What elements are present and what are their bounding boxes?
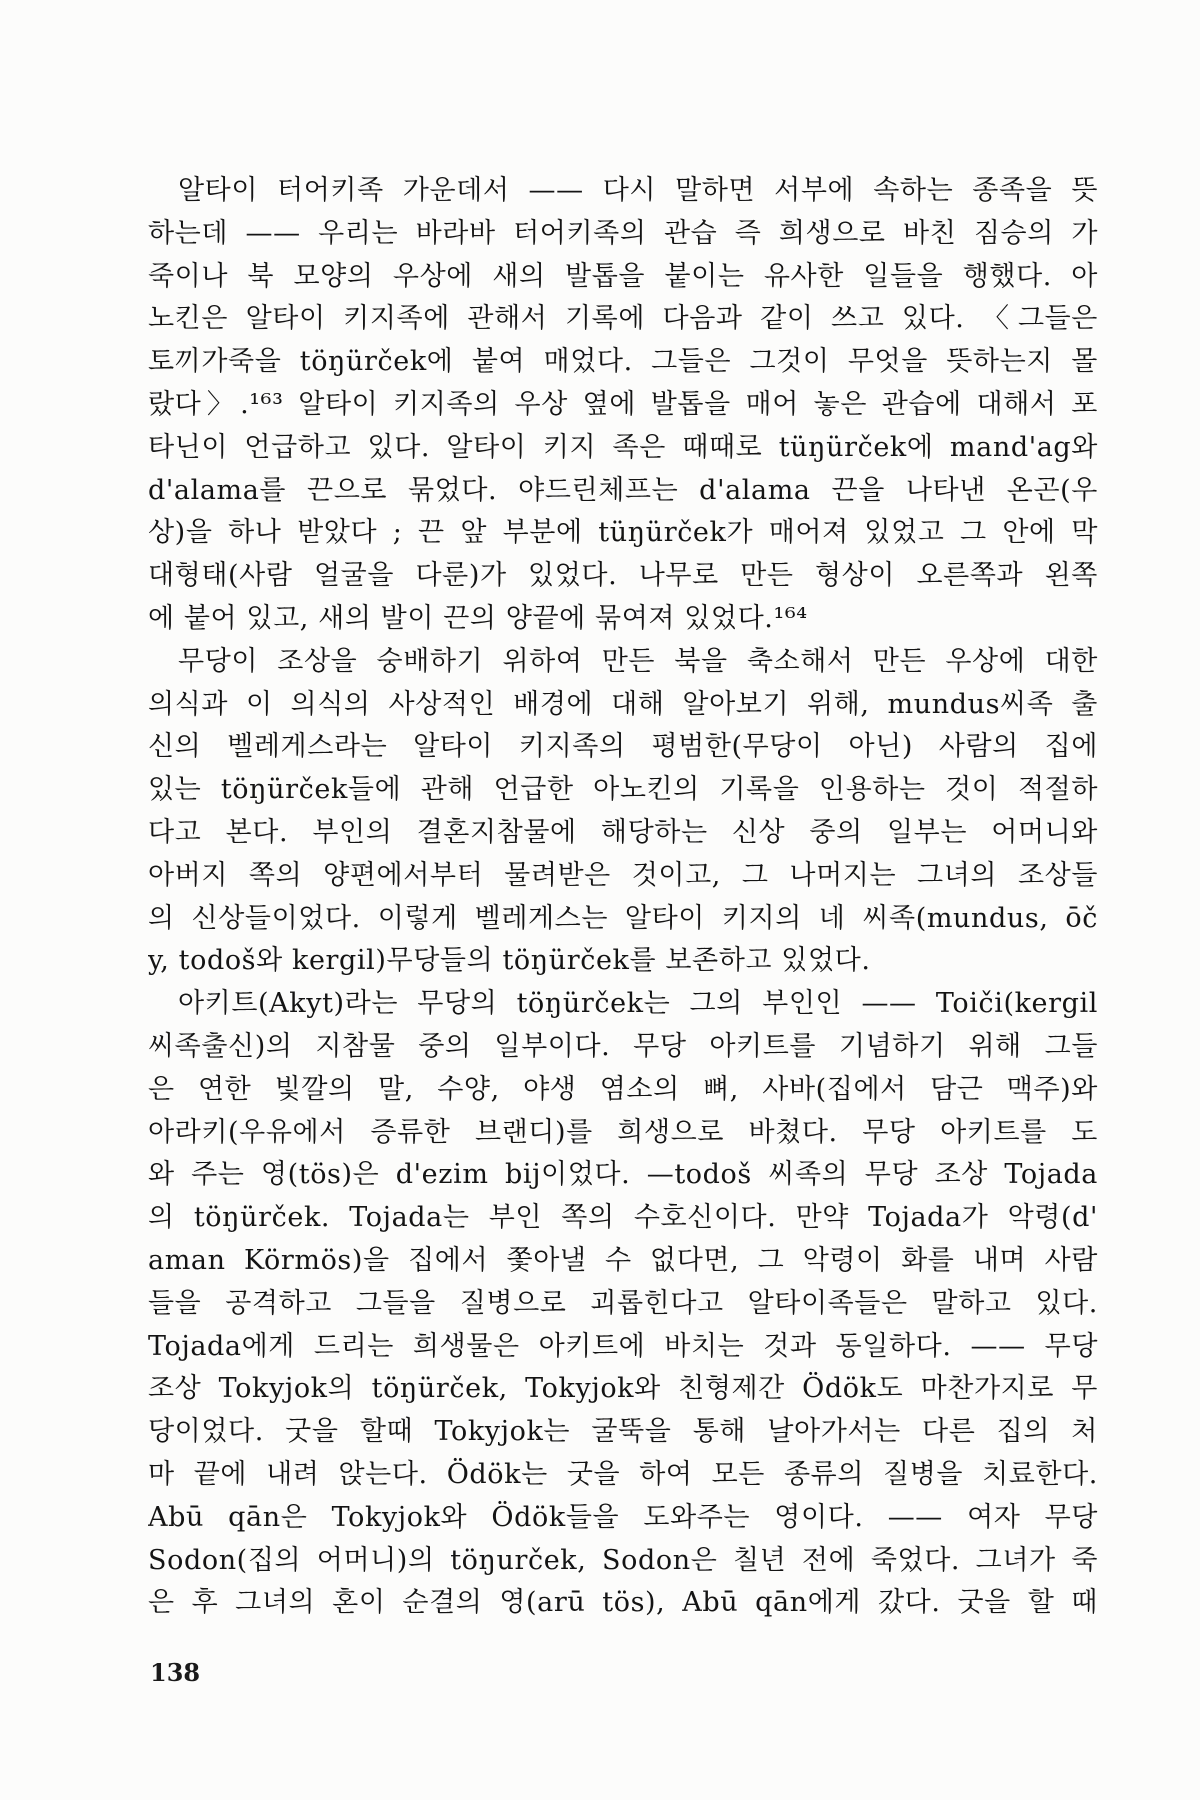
text-line: 토끼가죽을 töŋürček에 붙여 매었다. 그들은 그것이 무엇을 뜻하는지 몰 bbox=[148, 346, 1098, 378]
text-line: 당이었다. 굿을 할때 Tokyjok는 굴뚝을 통해 날아가서는 다른 집의 처 bbox=[148, 1416, 1098, 1448]
text-line: 알타이 터어키족 가운데서 —— 다시 말하면 서부에 속하는 종족을 뜻 bbox=[178, 175, 1098, 206]
text-line: 조상 Tokyjok의 töŋürček, Tokyjok와 친형제간 Ödök도 마찬가지로 무 bbox=[148, 1373, 1098, 1405]
text-line: aman Körmös)을 집에서 쫓아낼 수 없다면, 그 악령이 화를 내며 사람 bbox=[148, 1244, 1098, 1276]
text-line: 신의 벨레게스라는 알타이 키지족의 평범한(무당이 아닌) 사람의 집에 bbox=[148, 731, 1098, 763]
text-line: 죽이나 북 모양의 우상에 새의 발톱을 붙이는 유사한 일들을 행했다. 아 bbox=[148, 260, 1098, 292]
text-line: 은 후 그녀의 혼이 순결의 영(arū tös), Abū qān에게 갔다. 굿을 할 때 bbox=[148, 1587, 1098, 1619]
text-line: 씨족출신)의 지참물 중의 일부이다. 무당 아키트를 기념하기 위해 그들 bbox=[148, 1030, 1098, 1062]
text-line: 의 töŋürček. Tojada는 부인 쪽의 수호신이다. 만약 Tojada가 악령(d' bbox=[148, 1202, 1098, 1234]
text-line: 노킨은 알타이 키지족에 관해서 기록에 다음과 같이 쓰고 있다. 〈그들은 bbox=[148, 303, 1098, 335]
text-line: Abū qān은 Tokyjok와 Ödök들을 도와주는 영이다. —— 여자 무당 bbox=[148, 1501, 1098, 1533]
text-line: 의 신상들이었다. 이렇게 벨레게스는 알타이 키지의 네 씨족(mundus, ōč bbox=[148, 902, 1098, 934]
text-line: 타닌이 언급하고 있다. 알타이 키지 족은 때때로 tüŋürček에 mand'ag와 bbox=[148, 431, 1098, 463]
text-line: 하는데 —— 우리는 바라바 터어키족의 관습 즉 희생으로 바친 짐승의 가 bbox=[148, 217, 1098, 249]
text-line: d'alama를 끈으로 묶었다. 야드린체프는 d'alama 끈을 나타낸 온곤(우 bbox=[148, 474, 1098, 506]
text-line: 랐다〉.¹⁶³ 알타이 키지족의 우상 옆에 발톱을 매어 놓은 관습에 대해서 포 bbox=[148, 388, 1098, 420]
text-line: 다고 본다. 부인의 결혼지참물에 해당하는 신상 중의 일부는 어머니와 bbox=[148, 816, 1098, 848]
text-line: 무당이 조상을 숭배하기 위하여 만든 북을 축소해서 만든 우상에 대한 bbox=[178, 645, 1098, 677]
text-line: 들을 공격하고 그들을 질병으로 괴롭힌다고 알타이족들은 말하고 있다. bbox=[148, 1287, 1098, 1319]
text-line: Sodon(집의 어머니)의 töŋurček, Sodon은 칠년 전에 죽었다. 그녀가 죽 bbox=[148, 1544, 1098, 1576]
body-text bbox=[148, 170, 1098, 1625]
text-line: 상)을 하나 받았다 ; 끈 앞 부분에 tüŋürček가 매어져 있었고 그 안에 막 bbox=[148, 517, 1098, 549]
text-line: 있는 töŋürček들에 관해 언급한 아노킨의 기록을 인용하는 것이 적절하 bbox=[148, 774, 1098, 806]
text-line: Tojada에게 드리는 희생물은 아키트에 바치는 것과 동일하다. —— 무당 bbox=[148, 1330, 1098, 1362]
text-line: 대형태(사람 얼굴을 다룬)가 있었다. 나무로 만든 형상이 오른쪽과 왼쪽 bbox=[148, 560, 1098, 592]
text-line: 은 연한 빛깔의 말, 수양, 야생 염소의 뼈, 사바(집에서 담근 맥주)와 bbox=[148, 1073, 1098, 1105]
text-line: 의식과 이 의식의 사상적인 배경에 대해 알아보기 위해, mundus씨족 출 bbox=[148, 688, 1098, 720]
text-line: 에 붙어 있고, 새의 발이 끈의 양끝에 묶여져 있었다.¹⁶⁴ bbox=[148, 602, 808, 634]
text-line: y, todoš와 kergil)무당들의 töŋürček를 보존하고 있었다. bbox=[148, 945, 871, 977]
text-line: 마 끝에 내려 앉는다. Ödök는 굿을 하여 모든 종류의 질병을 치료한다. bbox=[148, 1458, 1098, 1490]
text-line: 아버지 쪽의 양편에서부터 물려받은 것이고, 그 나머지는 그녀의 조상들 bbox=[148, 859, 1098, 891]
text-line: 아키트(Akyt)라는 무당의 töŋürček는 그의 부인인 —— Toiči(kergil bbox=[178, 988, 1098, 1020]
text-line: 와 주는 영(tös)은 d'ezim bij이었다. —todoš 씨족의 무당 조상 Tojada bbox=[148, 1159, 1098, 1191]
text-line: 아라키(우유에서 증류한 브랜디)를 희생으로 바쳤다. 무당 아키트를 도 bbox=[148, 1116, 1098, 1148]
page-number: 138 bbox=[150, 1658, 201, 1687]
